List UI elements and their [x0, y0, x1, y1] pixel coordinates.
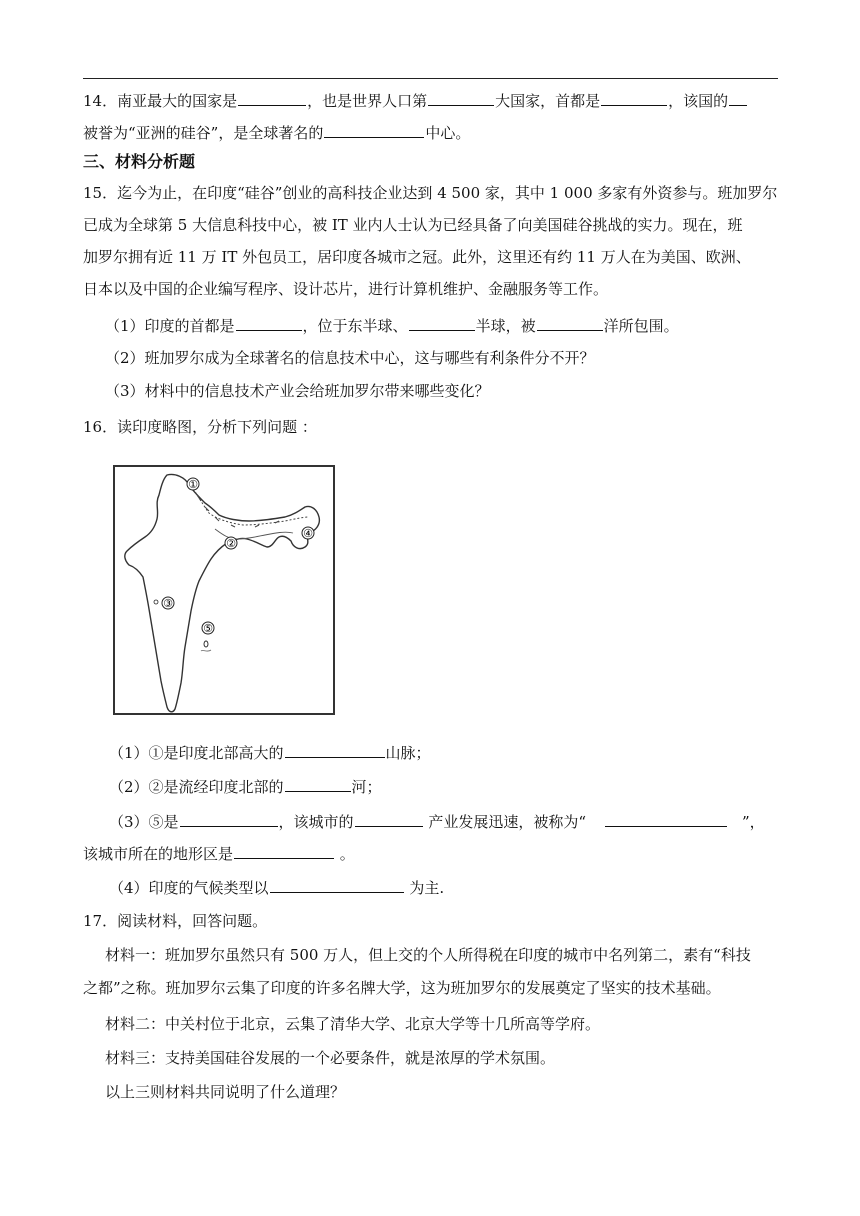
- india-sketch-map: [113, 465, 335, 715]
- q15-sub2: （2）班加罗尔成为全球著名的信息技术中心，这与哪些有利条件分不开？: [105, 349, 595, 367]
- q16-sub1-text-b: 山脉；: [385, 744, 431, 762]
- q16-sub2: [109, 775, 382, 798]
- q14-blank-city[interactable]: [729, 89, 747, 106]
- q16-sub4: [109, 876, 444, 899]
- q17-question: 以上三则材料共同说明了什么道理？: [105, 1083, 346, 1101]
- q16-sub4-text-b: 为主.: [404, 879, 445, 897]
- q15-sub1-text-a: （1）印度的首都是: [105, 317, 235, 335]
- q16-blank-nickname[interactable]: [605, 810, 727, 827]
- q16-sub3-text-d: ”，: [742, 813, 765, 831]
- q16-sub3-text-c: 产业发展迅速，被称为“: [423, 813, 587, 831]
- q15-paragraph-line1: 15．迄今为止，在印度“硅谷”创业的高科技企业达到 4 500 家，其中 1 000 多家有外资参与。班加罗尔: [83, 184, 778, 202]
- q16-sub1: [109, 741, 431, 764]
- q16-sub4-text-a: （4）印度的气候类型以: [109, 879, 269, 897]
- q15-paragraph-line4: 日本以及中国的企业编写程序、设计芯片，进行计算机维护、金融服务等工作。: [83, 280, 609, 298]
- q17-material3: 材料三：支持美国硅谷发展的一个必要条件，就是浓厚的学术氛围。: [105, 1049, 556, 1067]
- q15-sub3: （3）材料中的信息技术产业会给班加罗尔带来哪些变化？: [105, 382, 490, 400]
- q16-sub3-text-b: ，该城市的: [278, 813, 354, 831]
- q15-sub1: [105, 314, 679, 337]
- q17-material1-line2: 之都”之称。班加罗尔云集了印度的许多名牌大学，这为班加罗尔的发展奠定了坚实的技术基础。: [83, 979, 721, 997]
- q16-sub3-text-e: 该城市所在的地形区是: [83, 845, 234, 863]
- q14-text-d: ，该国的: [668, 92, 729, 110]
- q15-paragraph-line2: 已成为全球第 5 大信息科技中心，被 IT 业内人士认为已经具备了向美国硅谷挑战的实力。现在，班: [83, 216, 743, 234]
- marker-5-underline: [201, 650, 211, 651]
- q16-blank-city[interactable]: [180, 810, 278, 827]
- q16-blank-landform[interactable]: [234, 842, 334, 859]
- marker-3-label: ③: [163, 597, 173, 610]
- q14-text-b: ，也是世界人口第: [307, 92, 428, 110]
- q15-blank-hemisphere[interactable]: [409, 314, 475, 331]
- q14-blank-country[interactable]: [238, 89, 306, 106]
- q16-sub1-text-a: （1）①是印度北部高大的: [109, 744, 284, 762]
- q15-sub1-text-c: 半球，被: [475, 317, 536, 335]
- marker-5-label: ⑤: [203, 622, 213, 635]
- q16-blank-climate[interactable]: [270, 876, 404, 893]
- q16-sub3: [109, 810, 765, 833]
- q16-sub2-text-a: （2）②是流经印度北部的: [109, 778, 284, 796]
- marker-1-label: ①: [188, 478, 198, 491]
- q14-blank-center[interactable]: [324, 121, 424, 138]
- q17-stem: 17．阅读材料，回答问题。: [83, 912, 268, 930]
- section-heading: 三、材料分析题: [83, 152, 196, 171]
- q15-blank-ocean[interactable]: [537, 314, 603, 331]
- q15-blank-capital[interactable]: [236, 314, 302, 331]
- q15-sub1-text-b: ，位于东半球、: [302, 317, 408, 335]
- q16-sub3-text-f: 。: [335, 845, 355, 863]
- q15-paragraph-line3: 加罗尔拥有近 11 万 IT 外包员工，居印度各城市之冠。此外，这里还有约 11 万人在为美国、欧洲、: [83, 248, 751, 266]
- q14-text-e: 被誉为“亚洲的硅谷”，是全球著名的: [83, 124, 324, 142]
- q17-material2: 材料二：中关村位于北京，云集了清华大学、北京大学等十几所高等学府。: [105, 1015, 601, 1033]
- q16-blank-mountain[interactable]: [285, 741, 385, 758]
- q14-blank-capital[interactable]: [601, 89, 667, 106]
- himalaya-hatching: [197, 495, 279, 527]
- marker-5-city-dot: [204, 641, 208, 647]
- q16-blank-river[interactable]: [285, 775, 351, 792]
- q14-line2: [83, 121, 470, 144]
- india-outline-svg: [115, 467, 337, 717]
- marker-2-label: ②: [226, 537, 236, 550]
- q14-text-f: 中心。: [425, 124, 471, 142]
- q16-blank-industry[interactable]: [355, 810, 423, 827]
- q16-sub3-line2: [83, 842, 355, 865]
- marker-3-city-dot: [154, 600, 158, 604]
- q17-material1-line1: 材料一：班加罗尔虽然只有 500 万人，但上交的个人所得税在印度的城市中名列第二，素有“科技: [105, 946, 751, 964]
- q15-sub1-text-d: 洋所包围。: [603, 317, 679, 335]
- q14-blank-rank[interactable]: [428, 89, 494, 106]
- q16-sub2-text-b: 河；: [351, 778, 382, 796]
- q16-stem: 16．读印度略图，分析下列问题 ：: [83, 418, 317, 436]
- india-coastline: [125, 474, 320, 711]
- q14-line1: [83, 89, 748, 112]
- q16-sub3-text-a: （3）⑤是: [109, 813, 179, 831]
- header-rule: [83, 78, 778, 79]
- q14-text-c: 大国家，首都是: [495, 92, 601, 110]
- marker-4-label: ④: [303, 527, 313, 540]
- q14-text-a: 14．南亚最大的国家是: [83, 92, 238, 110]
